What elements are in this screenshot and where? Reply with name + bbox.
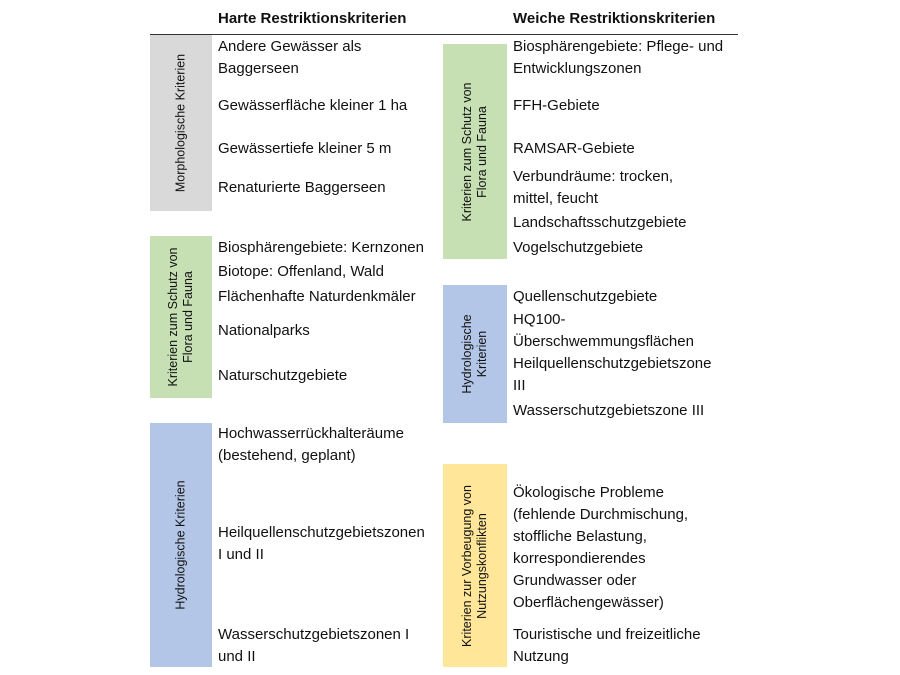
category-label: Hydrologische Kriterien [173, 480, 188, 610]
criterion-item: Naturschutzgebiete [218, 367, 348, 384]
criterion-item: Verbundräume: trocken, mittel, feucht [513, 168, 674, 207]
criterion-item: RAMSAR-Gebiete [513, 140, 635, 157]
criterion-item: Flächenhafte Naturdenkmäler [218, 288, 416, 305]
header-divider [150, 34, 738, 35]
criterion-item: Ökologische Probleme (fehlende Durchmischung, stoffliche Belastung, korrespondierendes Grundwasser oder Oberflächengewässer) [513, 484, 689, 611]
criterion-item: Renaturierte Baggerseen [218, 179, 386, 196]
category-label: Kriterien zur Vorbeugung von Nutzungskonflikten [460, 484, 489, 647]
criterion-item: Biotope: Offenland, Wald [218, 263, 384, 280]
category-flora-fauna-soft [443, 44, 507, 259]
criterion-item: Wasserschutzgebietszonen I und II [218, 626, 410, 665]
category-label: Morphologische Kriterien [173, 53, 188, 193]
criterion-item: Wasserschutzgebietszone III [513, 402, 705, 419]
criterion-item: Gewässertiefe kleiner 5 m [218, 140, 392, 157]
category-morphological-hard [150, 35, 212, 211]
criterion-item: Touristische und freizeitliche Nutzung [513, 626, 701, 665]
criterion-item: Landschaftsschutzgebiete [513, 214, 687, 231]
criterion-item: FFH-Gebiete [513, 97, 600, 114]
category-label: Hydrologische Kriterien [460, 314, 489, 394]
category-hydrological-soft [443, 285, 507, 423]
criterion-item: Vogelschutzgebiete [513, 239, 644, 256]
category-flora-fauna-hard [150, 236, 212, 398]
criterion-item: HQ100- Überschwemmungsflächen [513, 311, 694, 350]
criterion-item: Nationalparks [218, 322, 310, 339]
category-usage-conflicts-soft [443, 464, 507, 667]
criterion-item: Hochwasserrückhalteräume (bestehend, geplant) [218, 425, 404, 464]
category-label: Kriterien zum Schutz von Flora und Fauna [166, 247, 195, 387]
criterion-item: Quellenschutzgebiete [513, 288, 658, 305]
criterion-item: Heilquellenschutzgebietszonen I und II [218, 524, 425, 563]
hard-criteria-header: Harte Restriktionskriterien [218, 10, 407, 27]
category-hydrological-hard [150, 423, 212, 667]
criterion-item: Biosphärengebiete: Kernzonen [218, 239, 424, 256]
criterion-item: Andere Gewässer als Baggerseen [218, 38, 362, 77]
category-label: Kriterien zum Schutz von Flora und Fauna [460, 82, 489, 221]
soft-criteria-header: Weiche Restriktionskriterien [513, 10, 716, 27]
criterion-item: Heilquellenschutzgebietszone III [513, 355, 712, 394]
criterion-item: Gewässerfläche kleiner 1 ha [218, 97, 408, 114]
criterion-item: Biosphärengebiete: Pflege- und Entwicklungszonen [513, 38, 724, 77]
